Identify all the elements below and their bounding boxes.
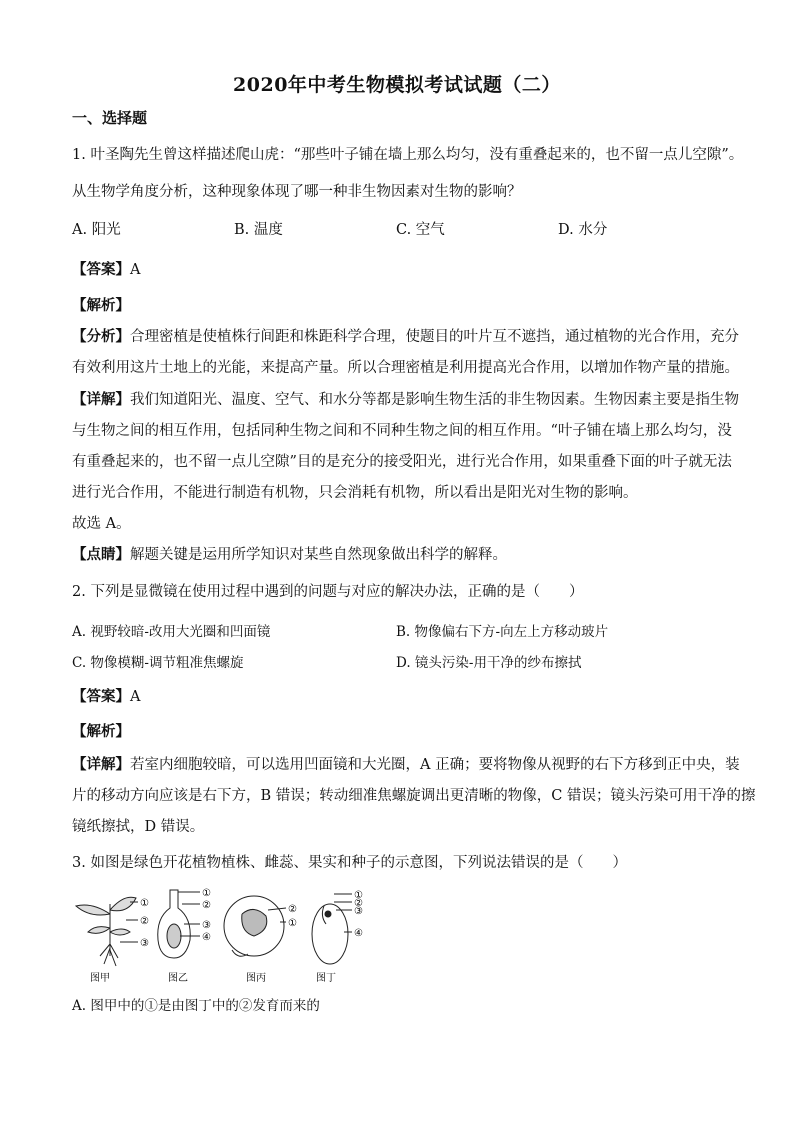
- detail-tag: 【详解】: [72, 756, 130, 773]
- q1-option-d: D. 水分: [558, 222, 608, 238]
- q1-stem-line1: 1. 叶圣陶先生曾这样描述爬山虎：“那些叶子铺在墙上那么均匀，没有重叠起来的，也不留一点儿空隙”。: [72, 147, 744, 163]
- answer-value: A: [130, 689, 141, 705]
- q3-option-a: A. 图甲中的①是由图丁中的②发育而来的: [72, 998, 320, 1014]
- detail-text: 若室内细胞较暗，可以选用凹面镜和大光圈，A 正确；要将物像从视野的右下方移到正中央，装: [130, 757, 740, 773]
- q1-detail-line2: 与生物之间的相互作用，包括同种生物之间和不同种生物之间的相互作用。“叶子铺在墙上那么均匀，没: [72, 423, 732, 439]
- q1-option-a: A. 阳光: [72, 222, 121, 238]
- figure-b-pistil-illustration: [158, 890, 200, 958]
- figure-a-marker-2: ②: [140, 916, 149, 927]
- q2-detail-line2: 片的移动方向应该是右下方，B 错误；转动细准焦螺旋调出更清晰的物像，C 错误；镜头污染可用干净的擦: [72, 788, 756, 804]
- q1-option-c: C. 空气: [396, 222, 445, 238]
- figure-a-marker-1: ①: [140, 898, 149, 909]
- q1-detail-line4: 进行光合作用，不能进行制造有机物，只会消耗有机物，所以看出是阳光对生物的影响。: [72, 485, 638, 501]
- q2-option-c: C. 物像模糊-调节粗准焦螺旋: [72, 655, 244, 671]
- answer-value: A: [130, 262, 141, 278]
- figure-d-marker-2: ②: [354, 898, 363, 909]
- section-heading: 一、选择题: [72, 109, 148, 127]
- figure-c-marker-2: ②: [288, 904, 297, 915]
- tip-tag: 【点睛】: [72, 546, 130, 563]
- answer-tag: 【答案】: [72, 261, 130, 278]
- q2-option-d: D. 镜头污染-用干净的纱布擦拭: [396, 655, 582, 671]
- figure-b-marker-2: ②: [202, 900, 211, 911]
- tip-text: 解题关键是运用所学知识对某些自然现象做出科学的解释。: [130, 547, 507, 563]
- figure-c-fruit-illustration: [224, 896, 286, 956]
- figure-c-label: 图丙: [246, 973, 266, 984]
- q1-analysis-line1: [72, 327, 744, 347]
- q2-analysis-tag: 【解析】: [72, 723, 130, 740]
- figure-d-marker-3: ③: [354, 906, 363, 917]
- analysis-subtag: 【分析】: [72, 328, 130, 345]
- plant-structure-figure: [72, 884, 372, 984]
- figure-d-marker-4: ④: [354, 928, 363, 939]
- figure-a-marker-3: ③: [140, 938, 149, 949]
- figure-b-marker-4: ④: [202, 932, 211, 943]
- figure-b-marker-1: ①: [202, 888, 211, 899]
- q1-detail-line3: 有重叠起来的，也不留一点儿空隙”目的是充分的接受阳光，进行光合作用，如果重叠下面的叶子就无法: [72, 454, 732, 470]
- detail-text: 我们知道阳光、温度、空气、和水分等都是影响生物生活的非生物因素。生物因素主要是指生物: [130, 392, 739, 408]
- figure-b-label: 图乙: [168, 973, 188, 984]
- q2-answer: [72, 687, 744, 707]
- q1-option-b: B. 温度: [234, 222, 283, 238]
- figure-a-label: 图甲: [90, 973, 110, 984]
- answer-tag: 【答案】: [72, 688, 130, 705]
- figure-a-plant-illustration: [76, 897, 138, 966]
- q1-stem-line2: 从生物学角度分析，这种现象体现了哪一种非生物因素对生物的影响？: [72, 184, 522, 200]
- analysis-text: 合理密植是使植株行间距和株距科学合理，使题目的叶片互不遮挡，通过植物的光合作用，充分: [130, 329, 739, 345]
- page-title: 2020年中考生物模拟考试试题（二）: [233, 74, 561, 96]
- detail-tag: 【详解】: [72, 391, 130, 408]
- figure-c-marker-1: ①: [288, 918, 297, 929]
- q1-choice: 故选 A。: [72, 516, 131, 532]
- figure-d-marker-1: ①: [354, 890, 363, 901]
- q1-detail-line1: [72, 390, 744, 410]
- figure-b-marker-3: ③: [202, 920, 211, 931]
- q2-option-b: B. 物像偏右下方-向左上方移动玻片: [396, 624, 609, 640]
- q2-option-a: A. 视野较暗-改用大光圈和凹面镜: [72, 624, 271, 640]
- q1-answer: [72, 260, 744, 280]
- q1-analysis-tag: 【解析】: [72, 297, 130, 314]
- figure-d-label: 图丁: [316, 973, 336, 984]
- q2-detail-line1: [72, 755, 744, 775]
- q1-analysis-line2: 有效利用这片土地上的光能，来提高产量。所以合理密植是利用提高光合作用，以增加作物产量的措施。: [72, 360, 739, 376]
- q2-detail-line3: 镜纸擦拭，D 错误。: [72, 819, 205, 835]
- q2-stem: 2. 下列是显微镜在使用过程中遇到的问题与对应的解决办法，正确的是（ ）: [72, 584, 584, 600]
- figure-d-seed-illustration: [312, 894, 352, 964]
- q1-tip: [72, 545, 744, 565]
- q3-stem: 3. 如图是绿色开花植物植株、雌蕊、果实和种子的示意图，下列说法错误的是（ ）: [72, 855, 627, 871]
